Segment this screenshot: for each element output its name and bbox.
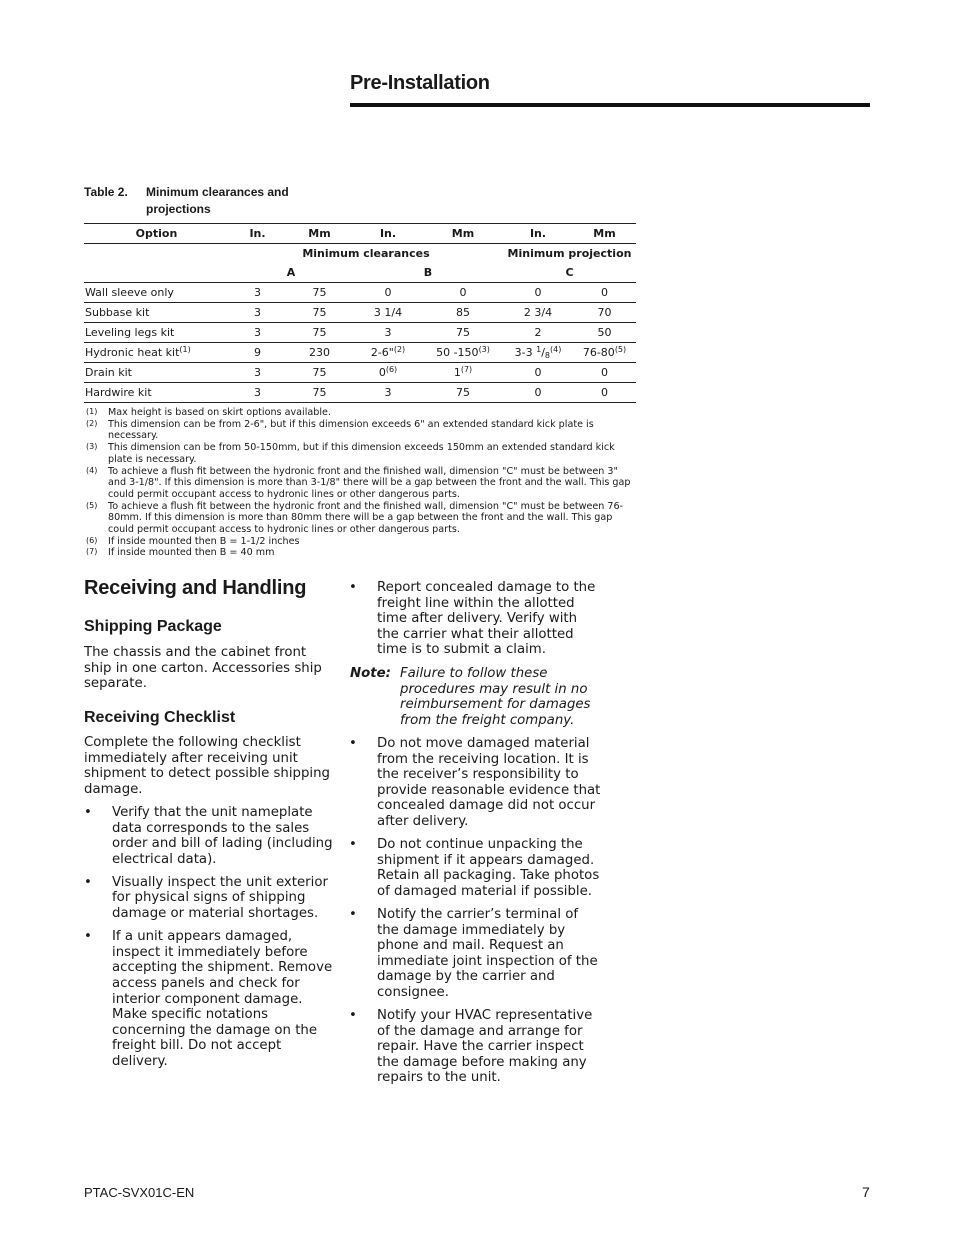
footnote-mark: (6) [86,535,98,545]
footnote-mark: (7) [86,547,98,557]
cell-text: 76-80 [582,346,615,359]
column-b-label: B [423,266,433,279]
table-group-row [84,244,636,264]
header-c-mm: Mm [573,224,636,244]
cell-text: 50 -150 [436,346,479,359]
cell: 0 [503,283,573,303]
list-item-text: If a unit appears damaged, inspect it immediately before accepting the shipment. Remove access panels and check for interior component damage. Make specific notations concerning the damage on the freight bill. Do not accept delivery. [112,929,333,1069]
option-cell: Leveling legs kit [84,323,229,343]
cell: 75 [286,303,353,323]
table-row [84,363,636,383]
cell: 0 [423,283,503,303]
footnote [86,419,636,442]
fraction-numerator: 1 [536,345,542,354]
cell: 75 [423,323,503,343]
bullet-glyph: • [84,929,92,945]
footnote-ref: (1) [179,345,191,354]
cell: 0 [573,283,636,303]
list-item [349,837,601,899]
table-caption [84,184,289,218]
cell [573,343,636,363]
footnote-ref: (7) [460,365,473,374]
section-title: Receiving and Handling [84,577,307,599]
list-item [349,1008,601,1086]
bullet-glyph: • [84,874,92,890]
table-number: Table 2. [84,185,128,199]
footnote-text: This dimension can be from 2-6", but if this dimension exceeds 6" an extended standard kick plate is necessary. [108,418,594,442]
cell [353,343,423,363]
cell: 9 [229,343,286,363]
list-item-text: Report concealed damage to the freight line within the allotted time after delivery. Verify with the carrier what their allotted time is to submit a claim. [377,580,596,658]
cell-text: 3-3 [514,346,537,359]
receiving-checklist-heading: Receiving Checklist [84,709,236,726]
option-cell [84,343,229,363]
header-option: Option [84,224,229,244]
footnote-text: If inside mounted then B = 1-1/2 inches [108,535,300,547]
footnote [86,547,636,559]
cell [353,363,423,383]
footnote-text: To achieve a flush fit between the hydronic front and the finished wall, dimension "C" must be between 3" and 3-1/8". If this dimension is more than 3-1/8" there will be a gap between the front and the wall. This gap could permit occupant access to hydronic lines or other dangerous parts. [108,465,631,500]
bullet-glyph: • [349,906,357,922]
cell: 75 [286,363,353,383]
footnote-text: This dimension can be from 50-150mm, but if this dimension exceeds 150mm an extended standard kick plate is necessary. [108,442,615,465]
checklist-bullet-right-first [349,580,601,658]
column-a-label: A [286,266,296,279]
header-b-in: In. [353,224,423,244]
list-item-text: Notify the carrier’s terminal of the damage immediately by phone and mail. Request an immediate joint inspection of the damage by the carrier and consignee. [377,906,598,1000]
cell: 3 [229,283,286,303]
cell: 0 [503,383,573,403]
table-footnotes [86,407,636,559]
footnote-mark: (4) [86,465,98,475]
footnote-mark: (5) [86,500,98,510]
cell: 3-3 $^1/_8^{(4)}$ [503,343,573,363]
list-item-text: Do not continue unpacking the shipment if it appears damaged. Retain all packaging. Take photos of damaged material if possible. [377,837,600,899]
footnote [86,466,636,501]
header-b-mm: Mm [423,224,503,244]
footnote-text: If inside mounted then B = 40 mm [108,547,275,559]
cell: 3 [229,323,286,343]
footnote-ref: (4) [550,345,562,354]
list-item [84,929,334,1069]
group-min-projection: Minimum projection [507,247,632,260]
cell: 0 [353,283,423,303]
footer-page-number: 7 [862,1184,870,1200]
cell: 0 [573,383,636,403]
cell: 3 [353,323,423,343]
cell: 75 [286,323,353,343]
note-text: Failure to follow these procedures may result in no reimbursement for damages from the freight company. [400,666,591,728]
table-row [84,303,636,323]
list-item [84,875,334,922]
group-min-clearances: Minimum clearances [302,247,430,260]
table-row [84,323,636,343]
cell [423,363,503,383]
list-item [84,805,334,867]
footnote-text: To achieve a flush fit between the hydronic front and the finished wall, dimension "C" must be between 76-80mm. If this dimension is more than 80mm there will be a gap between the front and the wall. This gap could permit occupant access to hydronic lines or other dangerous parts. [108,500,624,536]
option-cell: Drain kit [84,363,229,383]
table-row [84,383,636,403]
table-title-line1: Minimum clearances and [146,185,289,199]
cell: 75 [423,383,503,403]
option-text: Hydronic heat kit [85,346,180,359]
footnote [86,536,636,548]
cell: 0 [573,363,636,383]
note-label: Note: [350,666,391,681]
header-a-mm: Mm [286,224,353,244]
footnote-ref: (5) [614,345,627,354]
cell: 75 [286,283,353,303]
table-row [84,343,636,363]
option-cell: Wall sleeve only [84,283,229,303]
cell-text: 0 [378,366,386,379]
table-letter-row [84,263,636,283]
cell: 2 3/4 [503,303,573,323]
shipping-package-heading: Shipping Package [84,618,222,635]
cell: 3 [229,303,286,323]
footnote-mark: (1) [86,407,98,416]
header-c-in: In. [503,224,573,244]
cell: 85 [423,303,503,323]
footer-doc-id: PTAC-SVX01C-EN [84,1185,195,1200]
bullet-glyph: • [349,837,357,853]
footnote-text: Max height is based on skirt options available. [108,407,331,418]
table-header-row [84,224,636,244]
cell-text: 1 [453,366,461,379]
cell: 3 [229,363,286,383]
checklist-bullets-right [349,736,601,1086]
list-item [349,907,601,1001]
list-item-text: Visually inspect the unit exterior for physical signs of shipping damage or material shortages. [112,874,328,922]
bullet-glyph: • [349,580,357,595]
checklist-bullets-left [84,805,334,1070]
table-title-line2: projections [146,202,211,216]
list-item-text: Notify your HVAC representative of the damage and arrange for repair. Have the carrier inspect the damage before making any repairs to the unit. [377,1008,593,1086]
footnote [86,442,636,465]
footnote-mark: (3) [86,442,98,452]
bullet-glyph: • [349,736,357,751]
cell: 0 [503,363,573,383]
cell: 75 [286,383,353,403]
cell [423,343,503,363]
table-row [84,283,636,303]
footnote-mark: (2) [86,418,98,428]
shipping-package-text: The chassis and the cabinet front ship in one carton. Accessories ship separate. [84,645,322,692]
option-cell: Subbase kit [84,303,229,323]
header-rule [350,103,870,107]
cell: 3 [229,383,286,403]
cell: 2 [503,323,573,343]
cell: 3 1/4 [353,303,423,323]
list-item-text: Verify that the unit nameplate data corresponds to the sales order and bill of lading (including electrical data). [112,805,333,867]
cell: 70 [573,303,636,323]
note-block [350,666,610,728]
footnote [86,501,636,536]
footnote-ref: (2) [393,345,406,354]
checklist-intro: Complete the following checklist immediately after receiving unit shipment to detect possible shipping damage. [84,735,330,797]
clearances-table [84,223,636,403]
cell: 50 [573,323,636,343]
bullet-glyph: • [84,805,92,820]
list-item [349,580,601,658]
cell-text: 2-6" [370,346,394,359]
header-a-in: In. [229,224,286,244]
list-item [349,736,601,830]
fraction-denominator: 8 [544,351,551,360]
footnote-ref: (3) [478,345,490,354]
page-header-title: Pre-Installation [350,72,490,94]
footnote [86,407,636,419]
cell: 230 [286,343,353,363]
cell: 3 [353,383,423,403]
column-c-label: C [565,266,574,279]
footnote-ref: (6) [385,365,398,374]
bullet-glyph: • [349,1008,357,1023]
option-cell: Hardwire kit [84,383,229,403]
list-item-text: Do not move damaged material from the receiving location. It is the receiver’s responsibility to provide reasonable evidence that concealed damage did not occur after delivery. [377,736,601,829]
